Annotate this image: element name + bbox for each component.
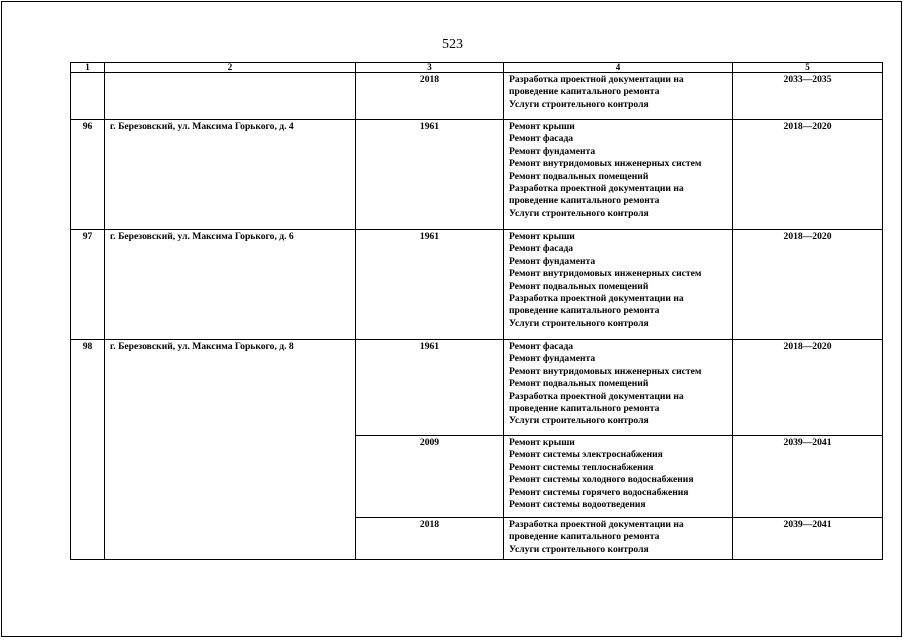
row-period: 2039—2041 bbox=[733, 436, 883, 518]
work-item: проведение капитального ремонта bbox=[509, 86, 660, 98]
work-item: Ремонт крыши bbox=[509, 437, 575, 448]
header-col-3: 3 bbox=[356, 63, 504, 73]
row-year: 1961 bbox=[356, 120, 504, 230]
header-col-5: 5 bbox=[733, 63, 883, 73]
row-address bbox=[105, 73, 356, 120]
work-item: Услуги строительного контроля bbox=[509, 543, 649, 555]
work-item: Ремонт системы холодного водоснабжения bbox=[509, 474, 694, 486]
table-row bbox=[71, 230, 883, 340]
row-period: 2018—2020 bbox=[733, 230, 883, 340]
row-period: 2018—2020 bbox=[733, 340, 883, 436]
work-item: Ремонт системы электроснабжения bbox=[509, 449, 663, 461]
row-year: 1961 bbox=[356, 230, 504, 340]
capital-repair-table bbox=[70, 62, 883, 560]
row-works bbox=[504, 340, 733, 436]
work-item: Ремонт подвальных помещений bbox=[509, 280, 649, 292]
table-row bbox=[71, 120, 883, 230]
header-col-2: 2 bbox=[105, 63, 356, 73]
row-address: г. Березовский, ул. Максима Горького, д. 6 bbox=[105, 230, 356, 340]
table-row bbox=[71, 73, 883, 120]
work-item: Разработка проектной документации на bbox=[509, 183, 684, 195]
row-number: 97 bbox=[71, 230, 105, 340]
work-item: Разработка проектной документации на bbox=[509, 74, 684, 85]
row-address: г. Березовский, ул. Максима Горького, д. 8 bbox=[105, 340, 356, 560]
work-item: Услуги строительного контроля bbox=[509, 98, 649, 110]
row-year: 2018 bbox=[356, 518, 504, 560]
row-works bbox=[504, 73, 733, 120]
row-works bbox=[504, 120, 733, 230]
row-year: 1961 bbox=[356, 340, 504, 436]
row-year: 2018 bbox=[356, 73, 504, 120]
work-item: Ремонт системы горячего водоснабжения bbox=[509, 486, 689, 498]
work-item: проведение капитального ремонта bbox=[509, 195, 660, 207]
work-item: Услуги строительного контроля bbox=[509, 317, 649, 329]
header-row bbox=[71, 63, 883, 73]
work-item: Разработка проектной документации на bbox=[509, 519, 684, 530]
row-period: 2018—2020 bbox=[733, 120, 883, 230]
row-works bbox=[504, 436, 733, 518]
row-period: 2033—2035 bbox=[733, 73, 883, 120]
row-works bbox=[504, 230, 733, 340]
work-item: Ремонт крыши bbox=[509, 121, 575, 132]
work-item: Ремонт фасада bbox=[509, 133, 574, 145]
work-item: Услуги строительного контроля bbox=[509, 415, 649, 427]
work-item: Ремонт фундамента bbox=[509, 353, 596, 365]
work-item: Ремонт подвальных помещений bbox=[509, 378, 649, 390]
work-item: проведение капитального ремонта bbox=[509, 403, 660, 415]
work-item: Ремонт внутридомовых инженерных систем bbox=[509, 365, 702, 377]
header-col-1: 1 bbox=[71, 63, 105, 73]
work-item: Ремонт фундамента bbox=[509, 145, 596, 157]
row-number: 96 bbox=[71, 120, 105, 230]
work-item: Ремонт внутридомовых инженерных систем bbox=[509, 268, 702, 280]
page-number: 523 bbox=[442, 37, 463, 52]
work-item: Ремонт системы теплоснабжения bbox=[509, 461, 654, 473]
header-col-4: 4 bbox=[504, 63, 733, 73]
row-number: 98 bbox=[71, 340, 105, 560]
row-year: 2009 bbox=[356, 436, 504, 518]
work-item: Ремонт внутридомовых инженерных систем bbox=[509, 158, 702, 170]
work-item: Ремонт подвальных помещений bbox=[509, 170, 649, 182]
work-item: проведение капитального ремонта bbox=[509, 531, 660, 543]
work-item: Разработка проектной документации на bbox=[509, 293, 684, 305]
work-item: Ремонт фасада bbox=[509, 341, 574, 352]
row-period: 2039—2041 bbox=[733, 518, 883, 560]
work-item: Услуги строительного контроля bbox=[509, 207, 649, 219]
work-item: проведение капитального ремонта bbox=[509, 305, 660, 317]
work-item: Ремонт крыши bbox=[509, 231, 575, 242]
work-item: Разработка проектной документации на bbox=[509, 390, 684, 402]
table-row bbox=[71, 340, 883, 436]
row-address: г. Березовский, ул. Максима Горького, д. 4 bbox=[105, 120, 356, 230]
row-works bbox=[504, 518, 733, 560]
work-item: Ремонт фасада bbox=[509, 243, 574, 255]
work-item: Ремонт системы водоотведения bbox=[509, 499, 646, 511]
work-item: Ремонт фундамента bbox=[509, 255, 596, 267]
row-number bbox=[71, 73, 105, 120]
